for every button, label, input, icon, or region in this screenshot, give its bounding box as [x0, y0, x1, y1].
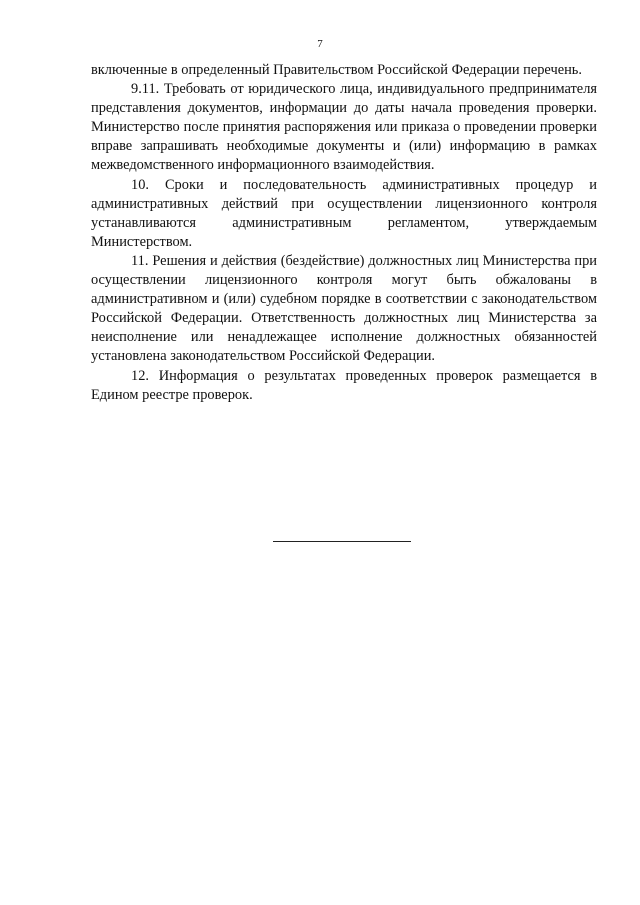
- paragraph-10: 10. Сроки и последовательность административных процедур и административных действий при осуществлении лицензионного контроля устанавливаются административным регламентом, утверждаемым Министерством.: [91, 176, 597, 250]
- paragraph-9-11: 9.11. Требовать от юридического лица, индивидуального предпринимателя представления документов, информации до даты начала проведения проверки. Министерство после принятия распоряжения или приказа о проведении проверки вправе запрашивать необходимые документы и (или) информацию в рамках межведомственного информационного взаимодействия.: [91, 81, 597, 174]
- paragraph-12: 12. Информация о результатах проведенных проверок размещается в Едином реестре проверок.: [91, 367, 597, 403]
- end-of-document-rule: [273, 541, 411, 542]
- page-number: 7: [317, 38, 323, 50]
- document-body: [91, 61, 597, 405]
- paragraph-continuation: включенные в определенный Правительством Российской Федерации перечень.: [91, 62, 582, 78]
- paragraph-11: 11. Решения и действия (бездействие) должностных лиц Министерства при осуществлении лицензионного контроля могут быть обжалованы в административном и (или) судебном порядке в соответствии с законодательством Российской Федерации. Ответственность должностных лиц Министерства за неисполнение или ненадлежащее исполнение должностных обязанностей установлена законодательством Российской Федерации.: [91, 252, 597, 365]
